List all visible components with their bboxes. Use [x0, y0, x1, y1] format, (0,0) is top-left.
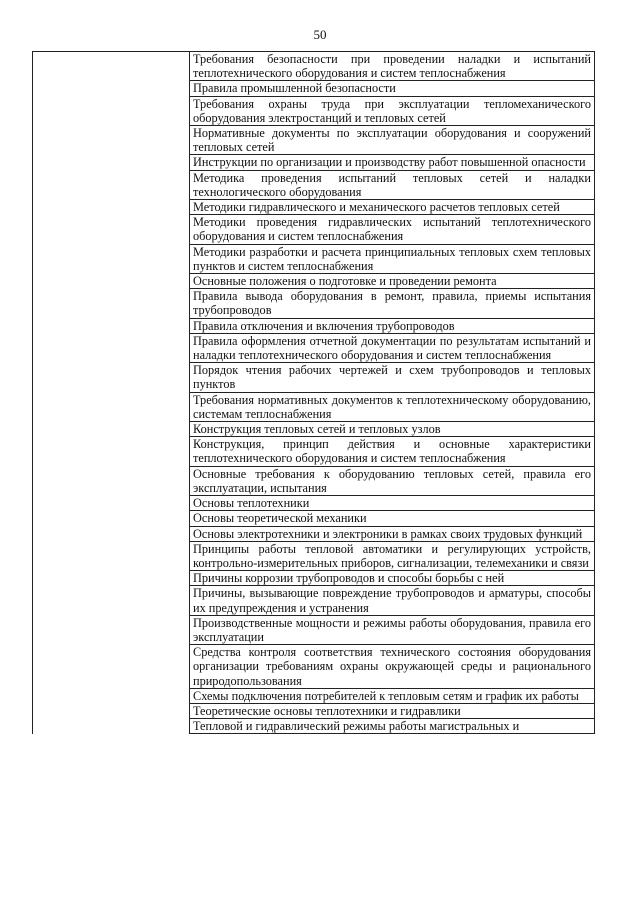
requirement-cell: Правила оформления отчетной документации по результатам испытаний и наладки теплотехнического оборудования и систем теплоснабжения: [190, 333, 595, 362]
requirement-cell: Конструкция, принцип действия и основные характеристики теплотехнического оборудования и систем теплоснабжения: [190, 437, 595, 466]
requirement-cell: Нормативные документы по эксплуатации оборудования и сооружений тепловых сетей: [190, 126, 595, 155]
requirement-cell: Методики разработки и расчета принципиальных тепловых схем тепловых пунктов и систем теплоснабжения: [190, 244, 595, 273]
requirement-cell: Основы электротехники и электроники в рамках своих трудовых функций: [190, 526, 595, 541]
requirement-cell: Причины, вызывающие повреждение трубопроводов и арматуры, способы их предупреждения и устранения: [190, 586, 595, 615]
requirement-cell: Тепловой и гидравлический режимы работы магистральных и: [190, 719, 595, 734]
requirement-cell: Порядок чтения рабочих чертежей и схем трубопроводов и тепловых пунктов: [190, 363, 595, 392]
requirement-cell: Требования нормативных документов к теплотехническому оборудованию, системам теплоснабжения: [190, 392, 595, 421]
requirement-cell: Правила промышленной безопасности: [190, 81, 595, 96]
requirement-cell: Методика проведения испытаний тепловых сетей и наладки технологического оборудования: [190, 170, 595, 199]
requirements-table: [32, 51, 595, 734]
requirement-cell: Требования охраны труда при эксплуатации тепломеханического оборудования электростанций и тепловых сетей: [190, 96, 595, 125]
requirement-cell: Причины коррозии трубопроводов и способы борьбы с ней: [190, 571, 595, 586]
requirement-cell: Правила вывода оборудования в ремонт, правила, приемы испытания трубопроводов: [190, 289, 595, 318]
empty-label-cell: [33, 52, 190, 734]
requirement-cell: Правила отключения и включения трубопроводов: [190, 318, 595, 333]
requirement-cell: Средства контроля соответствия технического состояния оборудования организации требованиям охраны окружающей среды и рационального природопользования: [190, 645, 595, 689]
requirement-cell: Инструкции по организации и производству работ повышенной опасности: [190, 155, 595, 170]
table-row: [33, 52, 595, 81]
requirement-cell: Конструкция тепловых сетей и тепловых узлов: [190, 422, 595, 437]
page-number: 50: [313, 27, 327, 42]
requirement-cell: Основные положения о подготовке и проведении ремонта: [190, 274, 595, 289]
requirement-cell: Схемы подключения потребителей к тепловым сетям и график их работы: [190, 688, 595, 703]
requirement-cell: Основы теплотехники: [190, 496, 595, 511]
requirement-cell: Требования безопасности при проведении наладки и испытаний теплотехнического оборудования и систем теплоснабжения: [190, 52, 595, 81]
requirement-cell: Производственные мощности и режимы работы оборудования, правила его эксплуатации: [190, 615, 595, 644]
requirement-cell: Методики проведения гидравлических испытаний теплотехнического оборудования и систем теплоснабжения: [190, 215, 595, 244]
requirements-table-body: [33, 52, 595, 734]
requirement-cell: Принципы работы тепловой автоматики и регулирующих устройств, контрольно-измерительных приборов, сигнализации, телемеханики и связи: [190, 541, 595, 570]
requirement-cell: Основные требования к оборудованию тепловых сетей, правила его эксплуатации, испытания: [190, 466, 595, 495]
requirement-cell: Основы теоретической механики: [190, 511, 595, 526]
requirement-cell: Методики гидравлического и механического расчетов тепловых сетей: [190, 200, 595, 215]
requirement-cell: Теоретические основы теплотехники и гидравлики: [190, 703, 595, 718]
